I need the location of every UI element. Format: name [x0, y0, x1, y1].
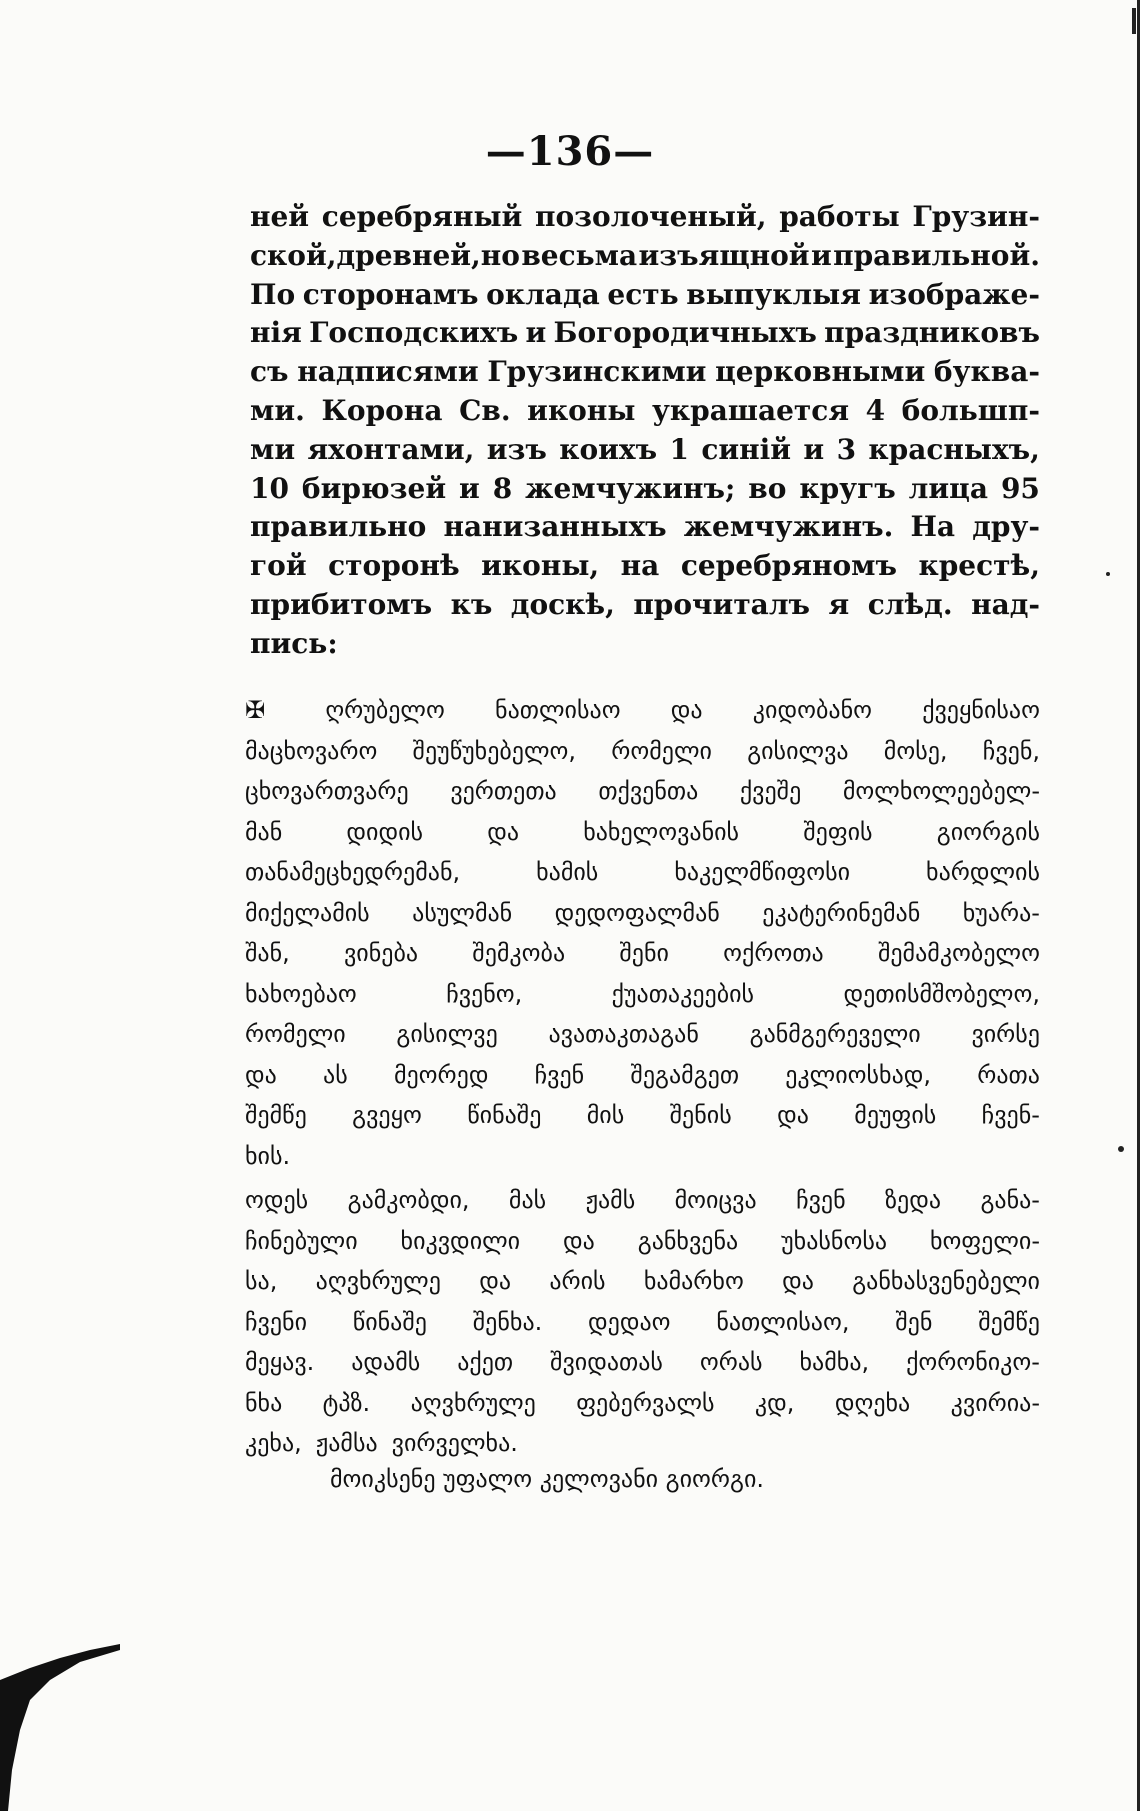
word: ჩვენ — [534, 1060, 585, 1089]
word: დიდის — [346, 817, 424, 846]
word: დეთისმშობელო, — [843, 979, 1040, 1008]
word: лица — [908, 471, 989, 505]
word: весьма — [521, 238, 638, 272]
georgian-inscription-paragraph-1 — [245, 690, 1040, 1176]
word: ней — [250, 200, 310, 233]
georgian-text-line — [245, 731, 1040, 772]
word: я — [828, 587, 850, 621]
georgian-text-line — [245, 1221, 1040, 1262]
word: შეგამგეთ — [630, 1060, 740, 1089]
word: განმგერეველი — [749, 1020, 921, 1048]
word: შემკობა — [472, 939, 566, 967]
word: синій — [701, 432, 792, 466]
word: прочиталъ — [633, 587, 811, 621]
georgian-text-line — [245, 1423, 1040, 1464]
word: 3 — [836, 432, 857, 466]
word: нія — [250, 316, 302, 350]
word: ხიკვდილი — [400, 1226, 521, 1255]
word: ღრუბელო — [325, 696, 445, 724]
word: ვინება — [344, 939, 419, 967]
russian-text-line — [250, 625, 1040, 664]
word: ფებერვალს — [576, 1388, 715, 1417]
word: сторонамъ — [302, 277, 479, 311]
word: праздниковъ — [824, 316, 1040, 350]
word: შეფის — [803, 817, 873, 846]
word: 8 — [492, 471, 513, 505]
word: во — [748, 471, 787, 505]
word: слѣд. — [867, 587, 953, 621]
russian-text-line — [250, 237, 1040, 276]
word: რომელი — [245, 1020, 346, 1048]
stray-dot — [1118, 1146, 1124, 1152]
word: Грузин- — [912, 200, 1040, 233]
word: განხასვენებელი — [852, 1267, 1040, 1295]
word: красныхъ, — [868, 432, 1040, 466]
word: გისილვა — [747, 736, 849, 765]
word: ჩვენი — [245, 1307, 307, 1336]
georgian-text-line — [245, 812, 1040, 853]
word: კიდობანო — [752, 696, 872, 724]
word: правильно — [250, 510, 427, 544]
word: მის — [586, 1101, 625, 1129]
word: 4 — [865, 393, 886, 427]
georgian-text-line — [245, 1342, 1040, 1383]
georgian-text-line — [245, 1136, 1040, 1177]
word: ოქროთა — [723, 939, 824, 967]
word: надписями — [297, 355, 479, 389]
word: на — [620, 549, 660, 583]
word: რათა — [977, 1060, 1040, 1089]
word: განხვენა — [637, 1226, 739, 1255]
word: წინაშე — [352, 1307, 427, 1336]
word: მას — [508, 1186, 547, 1214]
word: და — [782, 1267, 814, 1295]
word: ნხა — [245, 1388, 283, 1417]
word: ოდეს — [245, 1186, 309, 1214]
russian-text-line — [250, 431, 1040, 470]
georgian-text-line — [245, 933, 1040, 974]
word: დღეხა — [834, 1388, 911, 1417]
word: შან, — [245, 939, 290, 967]
georgian-text-line — [245, 1014, 1040, 1055]
word: Богородичныхъ — [553, 316, 817, 350]
word: და — [670, 696, 703, 724]
word: ტპზ. — [322, 1388, 371, 1417]
word: ავათაკთაგან — [548, 1020, 699, 1048]
word: На — [910, 510, 956, 544]
word: Корона — [321, 393, 443, 427]
word: ადამს — [351, 1348, 421, 1376]
word: ცხოვართვარე — [245, 777, 409, 805]
word: над- — [971, 587, 1040, 621]
word: ჩვენ- — [981, 1101, 1040, 1129]
word: къ — [450, 587, 493, 621]
word: изображе- — [868, 277, 1040, 311]
word: უხასნოსა — [781, 1226, 888, 1255]
scan-edge-mark — [1132, 8, 1136, 34]
word: ми — [250, 432, 296, 466]
word: ჩვენო, — [446, 979, 523, 1008]
word: гой — [250, 549, 307, 583]
word: ხახოებაო — [245, 979, 357, 1008]
word: გამკობდი, — [347, 1186, 470, 1214]
word: ჩინებული — [245, 1226, 358, 1255]
word: и — [803, 432, 825, 466]
word: კვირია- — [950, 1388, 1040, 1417]
word: სა, — [245, 1267, 278, 1295]
word: კეხა, — [245, 1429, 302, 1457]
word: ხის. — [245, 1141, 291, 1170]
word: ქორონიკო- — [906, 1348, 1040, 1376]
word: украшается — [652, 393, 849, 427]
russian-text-line — [250, 314, 1040, 353]
word: жемчужинъ; — [525, 471, 736, 505]
word: ხამხა, — [799, 1348, 870, 1376]
word: რომელი — [611, 736, 712, 765]
word: შეუწუხებელო, — [412, 736, 577, 765]
word: нанизанныхъ — [443, 510, 667, 544]
word: ქვეშე — [739, 777, 802, 805]
word: 1 — [669, 432, 689, 466]
word: დედაო — [588, 1307, 671, 1336]
word: ვერთეთა — [450, 777, 557, 805]
russian-text-line — [250, 198, 1040, 237]
word: ჩვენ, — [982, 736, 1040, 765]
georgian-text-line — [245, 852, 1040, 893]
word: ჟამსა — [315, 1429, 378, 1457]
word: бирюзей — [301, 471, 447, 505]
georgian-text-line — [245, 690, 1040, 731]
word: прибитомъ — [250, 587, 433, 621]
word: дру- — [972, 510, 1040, 544]
word: ნათლისაო — [495, 696, 621, 724]
word: буква- — [933, 355, 1040, 389]
word: ჩვენ — [796, 1186, 846, 1214]
cross-icon: ✠ — [245, 696, 266, 724]
word: и — [459, 471, 480, 505]
word: შემწე — [245, 1101, 307, 1129]
russian-text-line — [250, 547, 1040, 586]
russian-text-line — [250, 353, 1040, 392]
word: შენ — [895, 1307, 933, 1336]
word: გიორგის — [936, 817, 1040, 846]
word: пись: — [250, 626, 338, 660]
word: განა- — [980, 1186, 1040, 1214]
word: ქვეყნისაო — [922, 696, 1040, 724]
word: и — [810, 238, 832, 272]
word: позолоченый, — [534, 200, 767, 233]
word: изъящной — [638, 238, 810, 272]
word: თანამეცხედრემან, — [245, 858, 461, 886]
word: жемчужинъ. — [683, 510, 894, 544]
word: коихъ — [559, 432, 658, 466]
word: и — [525, 316, 547, 350]
word: По — [250, 277, 296, 311]
georgian-text-line — [245, 893, 1040, 934]
word: оклада — [486, 277, 600, 311]
word: აღვხრულე — [315, 1267, 441, 1295]
word: серебряномъ — [680, 549, 897, 583]
binding-shadow-graphic — [0, 1640, 120, 1811]
georgian-text-line — [245, 1261, 1040, 1302]
word: сторонѣ — [328, 549, 460, 583]
russian-text-block — [250, 198, 1040, 664]
word: და — [563, 1226, 595, 1255]
word: есть — [607, 277, 679, 311]
russian-text-line — [250, 470, 1040, 509]
word: Господскихъ — [309, 316, 519, 350]
word: შემამკობელო — [877, 939, 1040, 967]
word: ხამის — [536, 858, 599, 886]
word: შვიდათას — [550, 1348, 663, 1376]
georgian-text-line — [245, 1302, 1040, 1343]
word: ской,древней,но — [250, 238, 520, 272]
word: შენის — [669, 1101, 732, 1129]
word: Св. — [459, 393, 511, 427]
word: ми. — [250, 393, 305, 427]
word: правильной. — [833, 238, 1040, 272]
georgian-signature-line: მოიკსენე უფალო კელოვანი გიორგი. — [330, 1465, 764, 1493]
georgian-text-line — [245, 771, 1040, 812]
word: съ — [250, 355, 289, 389]
word: მოიცვა — [674, 1186, 757, 1214]
word: და — [479, 1267, 512, 1295]
word: церковными — [715, 355, 926, 389]
word: ხამარხო — [643, 1267, 744, 1295]
russian-text-line — [250, 392, 1040, 431]
word: მან — [245, 817, 283, 846]
word: წინაშე — [467, 1101, 542, 1129]
word: ჟამს — [585, 1186, 636, 1214]
word: Грузинскими — [487, 355, 707, 389]
word: большп- — [901, 393, 1040, 427]
word: ვირსე — [971, 1020, 1040, 1048]
word: ას — [323, 1060, 348, 1089]
russian-text-line — [250, 508, 1040, 547]
word: და — [487, 817, 520, 846]
word: ხახელოვანის — [583, 817, 740, 846]
word: ეკატერინემან — [762, 898, 921, 927]
word: яхонтами, — [307, 432, 475, 466]
word: და — [777, 1101, 809, 1129]
word: შენი — [619, 939, 669, 967]
georgian-inscription-paragraph-2 — [245, 1180, 1040, 1464]
word: აღვხრულე — [410, 1388, 536, 1417]
word: иконы — [527, 393, 636, 427]
word: ეკლიოსხად, — [785, 1060, 932, 1089]
word: работы — [779, 200, 900, 233]
word: მიქელამის — [245, 898, 370, 927]
georgian-text-line — [245, 974, 1040, 1015]
word: დედოფალმან — [554, 898, 720, 927]
word: иконы, — [481, 549, 600, 583]
word: და — [245, 1060, 277, 1089]
word: ქუათაკეების — [611, 979, 755, 1008]
georgian-text-line — [245, 1383, 1040, 1424]
russian-text-line — [250, 586, 1040, 625]
page-number: —136— — [485, 128, 655, 175]
word: крестѣ, — [918, 549, 1040, 583]
word: მეორედ — [393, 1060, 489, 1089]
russian-text-line — [250, 276, 1040, 315]
word: არის — [549, 1267, 606, 1295]
georgian-text-line — [245, 1180, 1040, 1221]
word: ხარდლის — [926, 858, 1040, 886]
word: მოსე, — [883, 736, 948, 765]
word: выпуклыя — [686, 277, 861, 311]
word: მეყავ. — [245, 1348, 315, 1376]
word: 10 — [250, 471, 289, 505]
word: კდ, — [754, 1388, 795, 1417]
word: ხუარა- — [962, 898, 1040, 927]
word: доскѣ, — [510, 587, 615, 621]
word: მაცხოვარო — [245, 736, 378, 765]
word: ორას — [699, 1348, 763, 1376]
word: ხაკელმწიფოსი — [674, 858, 851, 886]
word: 95 — [1000, 471, 1040, 505]
stray-dot — [1106, 572, 1110, 576]
word: შემწე — [978, 1307, 1040, 1336]
georgian-text-line — [245, 1055, 1040, 1096]
word: აქეთ — [457, 1348, 514, 1376]
word: ხოფელი- — [929, 1226, 1040, 1255]
word: кругъ — [799, 471, 896, 505]
word: გვეყო — [352, 1101, 422, 1129]
word: მოლხოლეებელ- — [842, 777, 1040, 805]
word: ასულმან — [412, 898, 513, 927]
word: изъ — [486, 432, 547, 466]
georgian-text-line — [245, 1095, 1040, 1136]
word: თქვენთა — [598, 777, 699, 805]
word: ვირველხა. — [391, 1429, 518, 1457]
word: ზედა — [885, 1186, 942, 1214]
word: ნათლისაო, — [716, 1307, 850, 1336]
word: მეუფის — [854, 1101, 937, 1129]
word: გისილვე — [396, 1020, 498, 1048]
word: серебряный — [321, 200, 523, 233]
word: შენხა. — [472, 1307, 543, 1336]
